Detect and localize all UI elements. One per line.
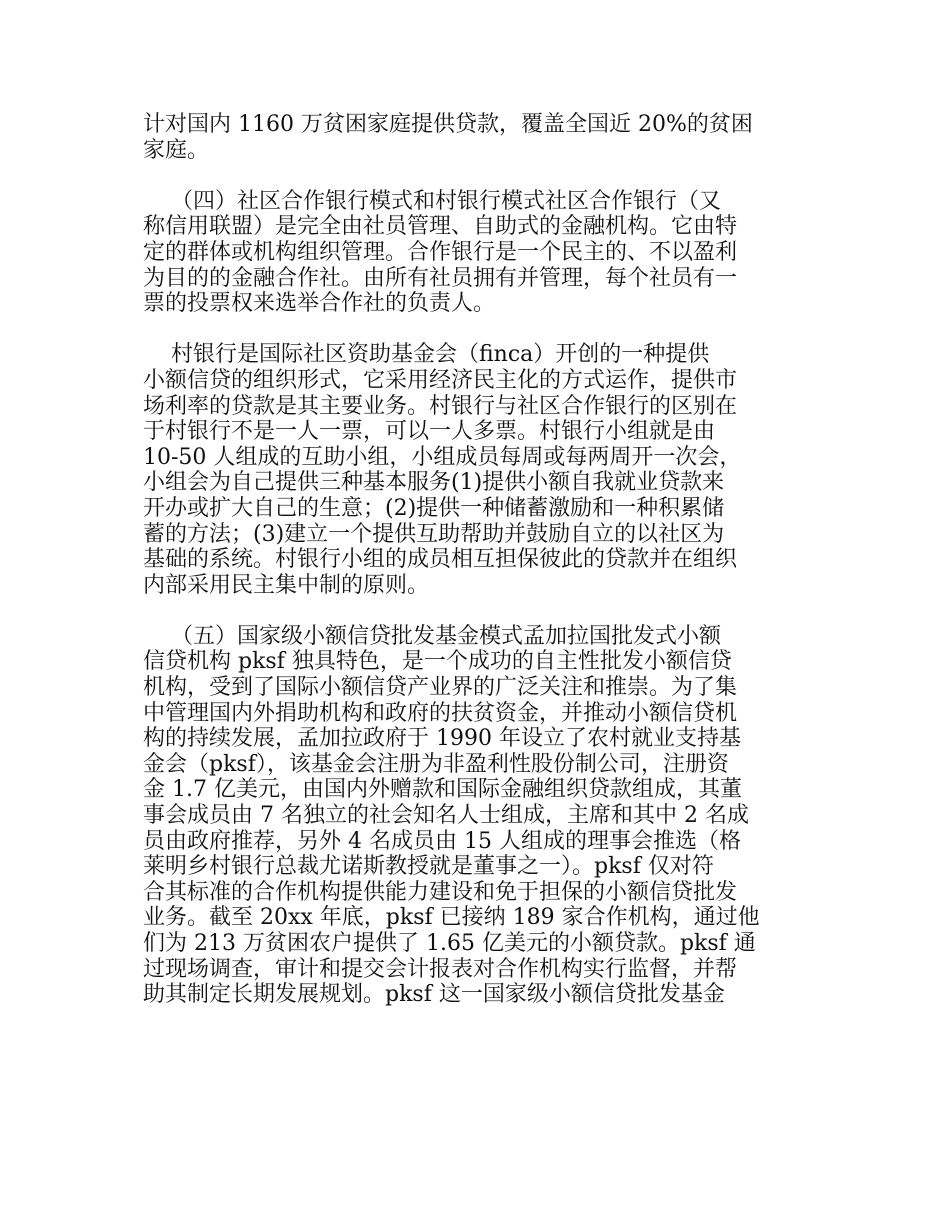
text-line: 机构，受到了国际小额信贷产业界的广泛关注和推崇。为了集 bbox=[143, 675, 738, 701]
document-body bbox=[143, 112, 815, 1033]
text-line: 中管理国内外捐助机构和政府的扶贫资金，并推动小额信贷机 bbox=[143, 700, 738, 726]
text-line: 合其标准的合作机构提供能力建设和免于担保的小额信贷批发 bbox=[143, 879, 738, 905]
text-line: 家庭。 bbox=[143, 137, 210, 163]
text-line: 员由政府推荐，另外 4 名成员由 15 人组成的理事会推选（格 bbox=[143, 828, 741, 854]
text-line: 助其制定长期发展规划。pksf 这一国家级小额信贷批发基金 bbox=[143, 982, 725, 1008]
text-line: 业务。截至 20xx 年底，pksf 已接纳 189 家合作机构，通过他 bbox=[143, 905, 760, 931]
text-line: 莱明乡村银行总裁尤诺斯教授就是董事之一）。pksf 仅对符 bbox=[143, 854, 714, 880]
text-line: 票的投票权来选举合作社的负责人。 bbox=[143, 291, 496, 317]
text-line: 蓄的方法；(3)建立一个提供互助帮助并鼓励自立的以社区为 bbox=[143, 521, 725, 547]
text-line: 内部采用民主集中制的原则。 bbox=[143, 572, 430, 598]
paragraph-village-bank bbox=[143, 342, 815, 598]
text-line: 金 1.7 亿美元，由国内外赠款和国际金融组织贷款组成，其董 bbox=[143, 777, 742, 803]
text-line: 称信用联盟）是完全由社员管理、自助式的金融机构。它由特 bbox=[143, 214, 738, 240]
paragraph-community-bank bbox=[143, 189, 815, 317]
text-line: （四）社区合作银行模式和村银行模式社区合作银行（又 bbox=[143, 188, 721, 214]
text-line: 小额信贷的组织形式，它采用经济民主化的方式运作，提供市 bbox=[143, 367, 738, 393]
text-line: 基础的系统。村银行小组的成员相互担保彼此的贷款并在组织 bbox=[143, 547, 738, 573]
text-line: 村银行是国际社区资助基金会（finca）开创的一种提供 bbox=[143, 342, 710, 368]
paragraph-pksf bbox=[143, 624, 815, 1008]
text-line: 事会成员由 7 名独立的社会知名人士组成，主席和其中 2 名成 bbox=[143, 803, 749, 829]
text-line: （五）国家级小额信贷批发基金模式孟加拉国批发式小额 bbox=[143, 623, 721, 649]
text-line: 们为 213 万贫困农户提供了 1.65 亿美元的小额贷款。pksf 通 bbox=[143, 931, 756, 956]
text-line: 于村银行不是一人一票，可以一人多票。村银行小组就是由 bbox=[143, 419, 716, 445]
text-line: 开办或扩大自己的生意；(2)提供一种储蓄激励和一种积累储 bbox=[143, 495, 725, 521]
text-line: 为目的的金融合作社。由所有社员拥有并管理，每个社员有一 bbox=[143, 265, 738, 291]
text-line: 计对国内 1160 万贫困家庭提供贷款，覆盖全国近 20%的贫困 bbox=[143, 112, 753, 137]
text-line: 过现场调查，审计和提交会计报表对合作机构实行监督，并帮 bbox=[143, 956, 738, 982]
text-line: 信贷机构 pksf 独具特色，是一个成功的自主性批发小额信贷 bbox=[143, 649, 732, 675]
paragraph-intro-tail bbox=[143, 112, 815, 163]
text-line: 定的群体或机构组织管理。合作银行是一个民主的、不以盈利 bbox=[143, 239, 738, 265]
text-line: 构的持续发展，孟加拉政府于 1990 年设立了农村就业支持基 bbox=[143, 726, 741, 752]
text-line: 金会（pksf），该基金会注册为非盈利性股份制公司，注册资 bbox=[143, 751, 729, 777]
text-line: 小组会为自己提供三种基本服务(1)提供小额自我就业贷款来 bbox=[143, 470, 725, 496]
text-line: 场利率的贷款是其主要业务。村银行与社区合作银行的区别在 bbox=[143, 393, 738, 419]
text-line: 10-50 人组成的互助小组，小组成员每周或每两周开一次会， bbox=[143, 444, 742, 470]
